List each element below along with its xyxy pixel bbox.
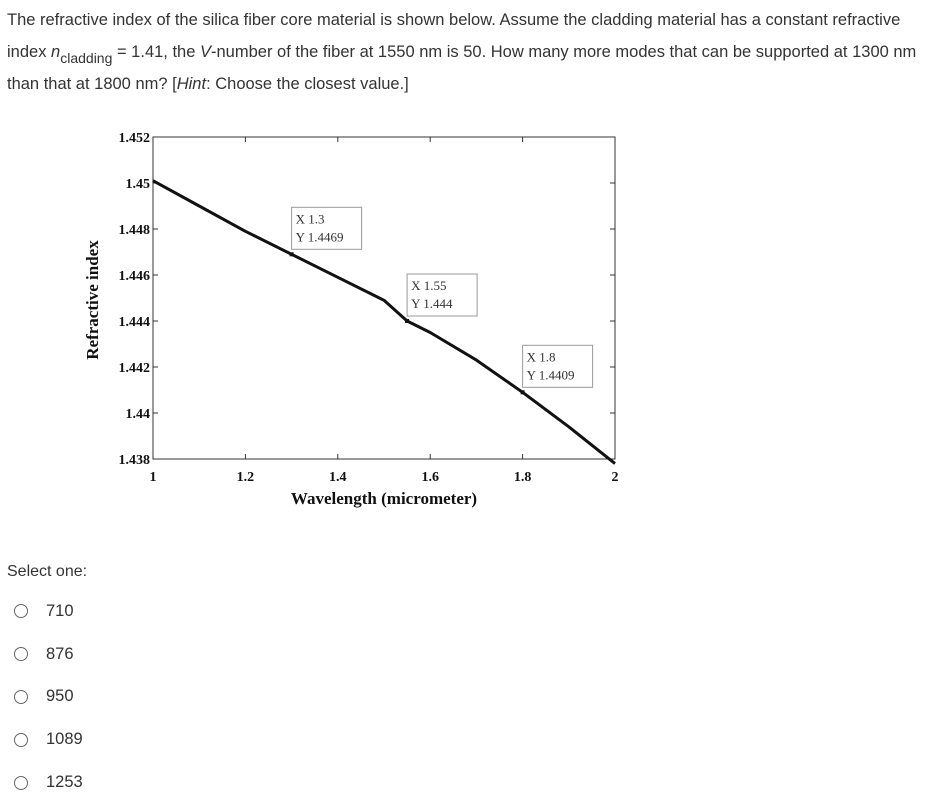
x-tick-label: 1.6 <box>421 470 439 485</box>
answer-option-4[interactable] <box>14 718 83 761</box>
y-tick-label: 1.444 <box>118 315 150 330</box>
y-axis-label: Refractive index <box>83 240 102 360</box>
x-tick-label: 1.8 <box>513 470 532 485</box>
y-tick-label: 1.45 <box>125 177 150 192</box>
x-tick-label: 2 <box>611 470 619 485</box>
y-tick-label: 1.438 <box>118 453 150 468</box>
v-symbol: V <box>199 43 211 61</box>
answer-option-5[interactable] <box>14 761 83 804</box>
y-tick-label: 1.452 <box>118 131 150 146</box>
datatip-x-label: X 1.55 <box>411 278 447 293</box>
question-part-4: : Choose the closest value.] <box>206 75 409 93</box>
answer-option-2[interactable] <box>14 633 83 676</box>
datatip-marker <box>405 319 409 323</box>
datatip-x-label: X 1.3 <box>295 211 325 227</box>
y-tick-label: 1.442 <box>118 361 150 376</box>
datatip-marker <box>521 390 525 394</box>
answer-options <box>14 590 83 804</box>
question-part-1: The refractive index of the silica fiber core material is shown below. Assume the cladding material has a constant refractive index <box>7 11 901 61</box>
answer-option-label: 876 <box>46 644 74 663</box>
datatip-x-label: X 1.8 <box>526 349 556 365</box>
y-tick-label: 1.446 <box>118 269 150 284</box>
x-tick-label: 1.2 <box>236 470 255 485</box>
answer-option-label: 1253 <box>46 773 83 792</box>
n-symbol: n <box>51 43 61 61</box>
series-line <box>153 181 615 464</box>
datatip-y-label: Y 1.444 <box>411 296 453 311</box>
n-subscript: cladding <box>60 50 113 66</box>
radio-button[interactable] <box>14 690 28 704</box>
y-tick-label: 1.44 <box>125 407 150 422</box>
radio-button[interactable] <box>14 733 28 747</box>
radio-button[interactable] <box>14 647 28 661</box>
hint-label: Hint <box>176 75 207 93</box>
answer-option-3[interactable] <box>14 676 83 719</box>
select-one-label: Select one: <box>7 563 88 580</box>
question-part-3: -number of the fiber at 1550 nm is 50. How many more modes that can be supported at 1300 nm than that at 1800 nm? [ <box>7 43 917 93</box>
datatip-marker <box>290 252 294 256</box>
y-tick-label: 1.448 <box>118 223 150 238</box>
answer-option-1[interactable] <box>14 590 83 633</box>
datatip-y-label: Y 1.4409 <box>526 367 575 383</box>
answer-option-label: 1089 <box>46 730 83 749</box>
question-part-2: = 1.41, the <box>112 43 200 61</box>
datatip-y-label: Y 1.4469 <box>295 229 344 245</box>
x-tick-label: 1 <box>149 470 157 485</box>
radio-button[interactable] <box>14 604 28 618</box>
answer-option-label: 710 <box>46 601 74 620</box>
radio-button[interactable] <box>14 776 28 790</box>
answer-option-label: 950 <box>46 687 74 706</box>
x-tick-label: 1.4 <box>329 470 347 485</box>
x-axis-label: Wavelength (micrometer) <box>290 489 478 508</box>
